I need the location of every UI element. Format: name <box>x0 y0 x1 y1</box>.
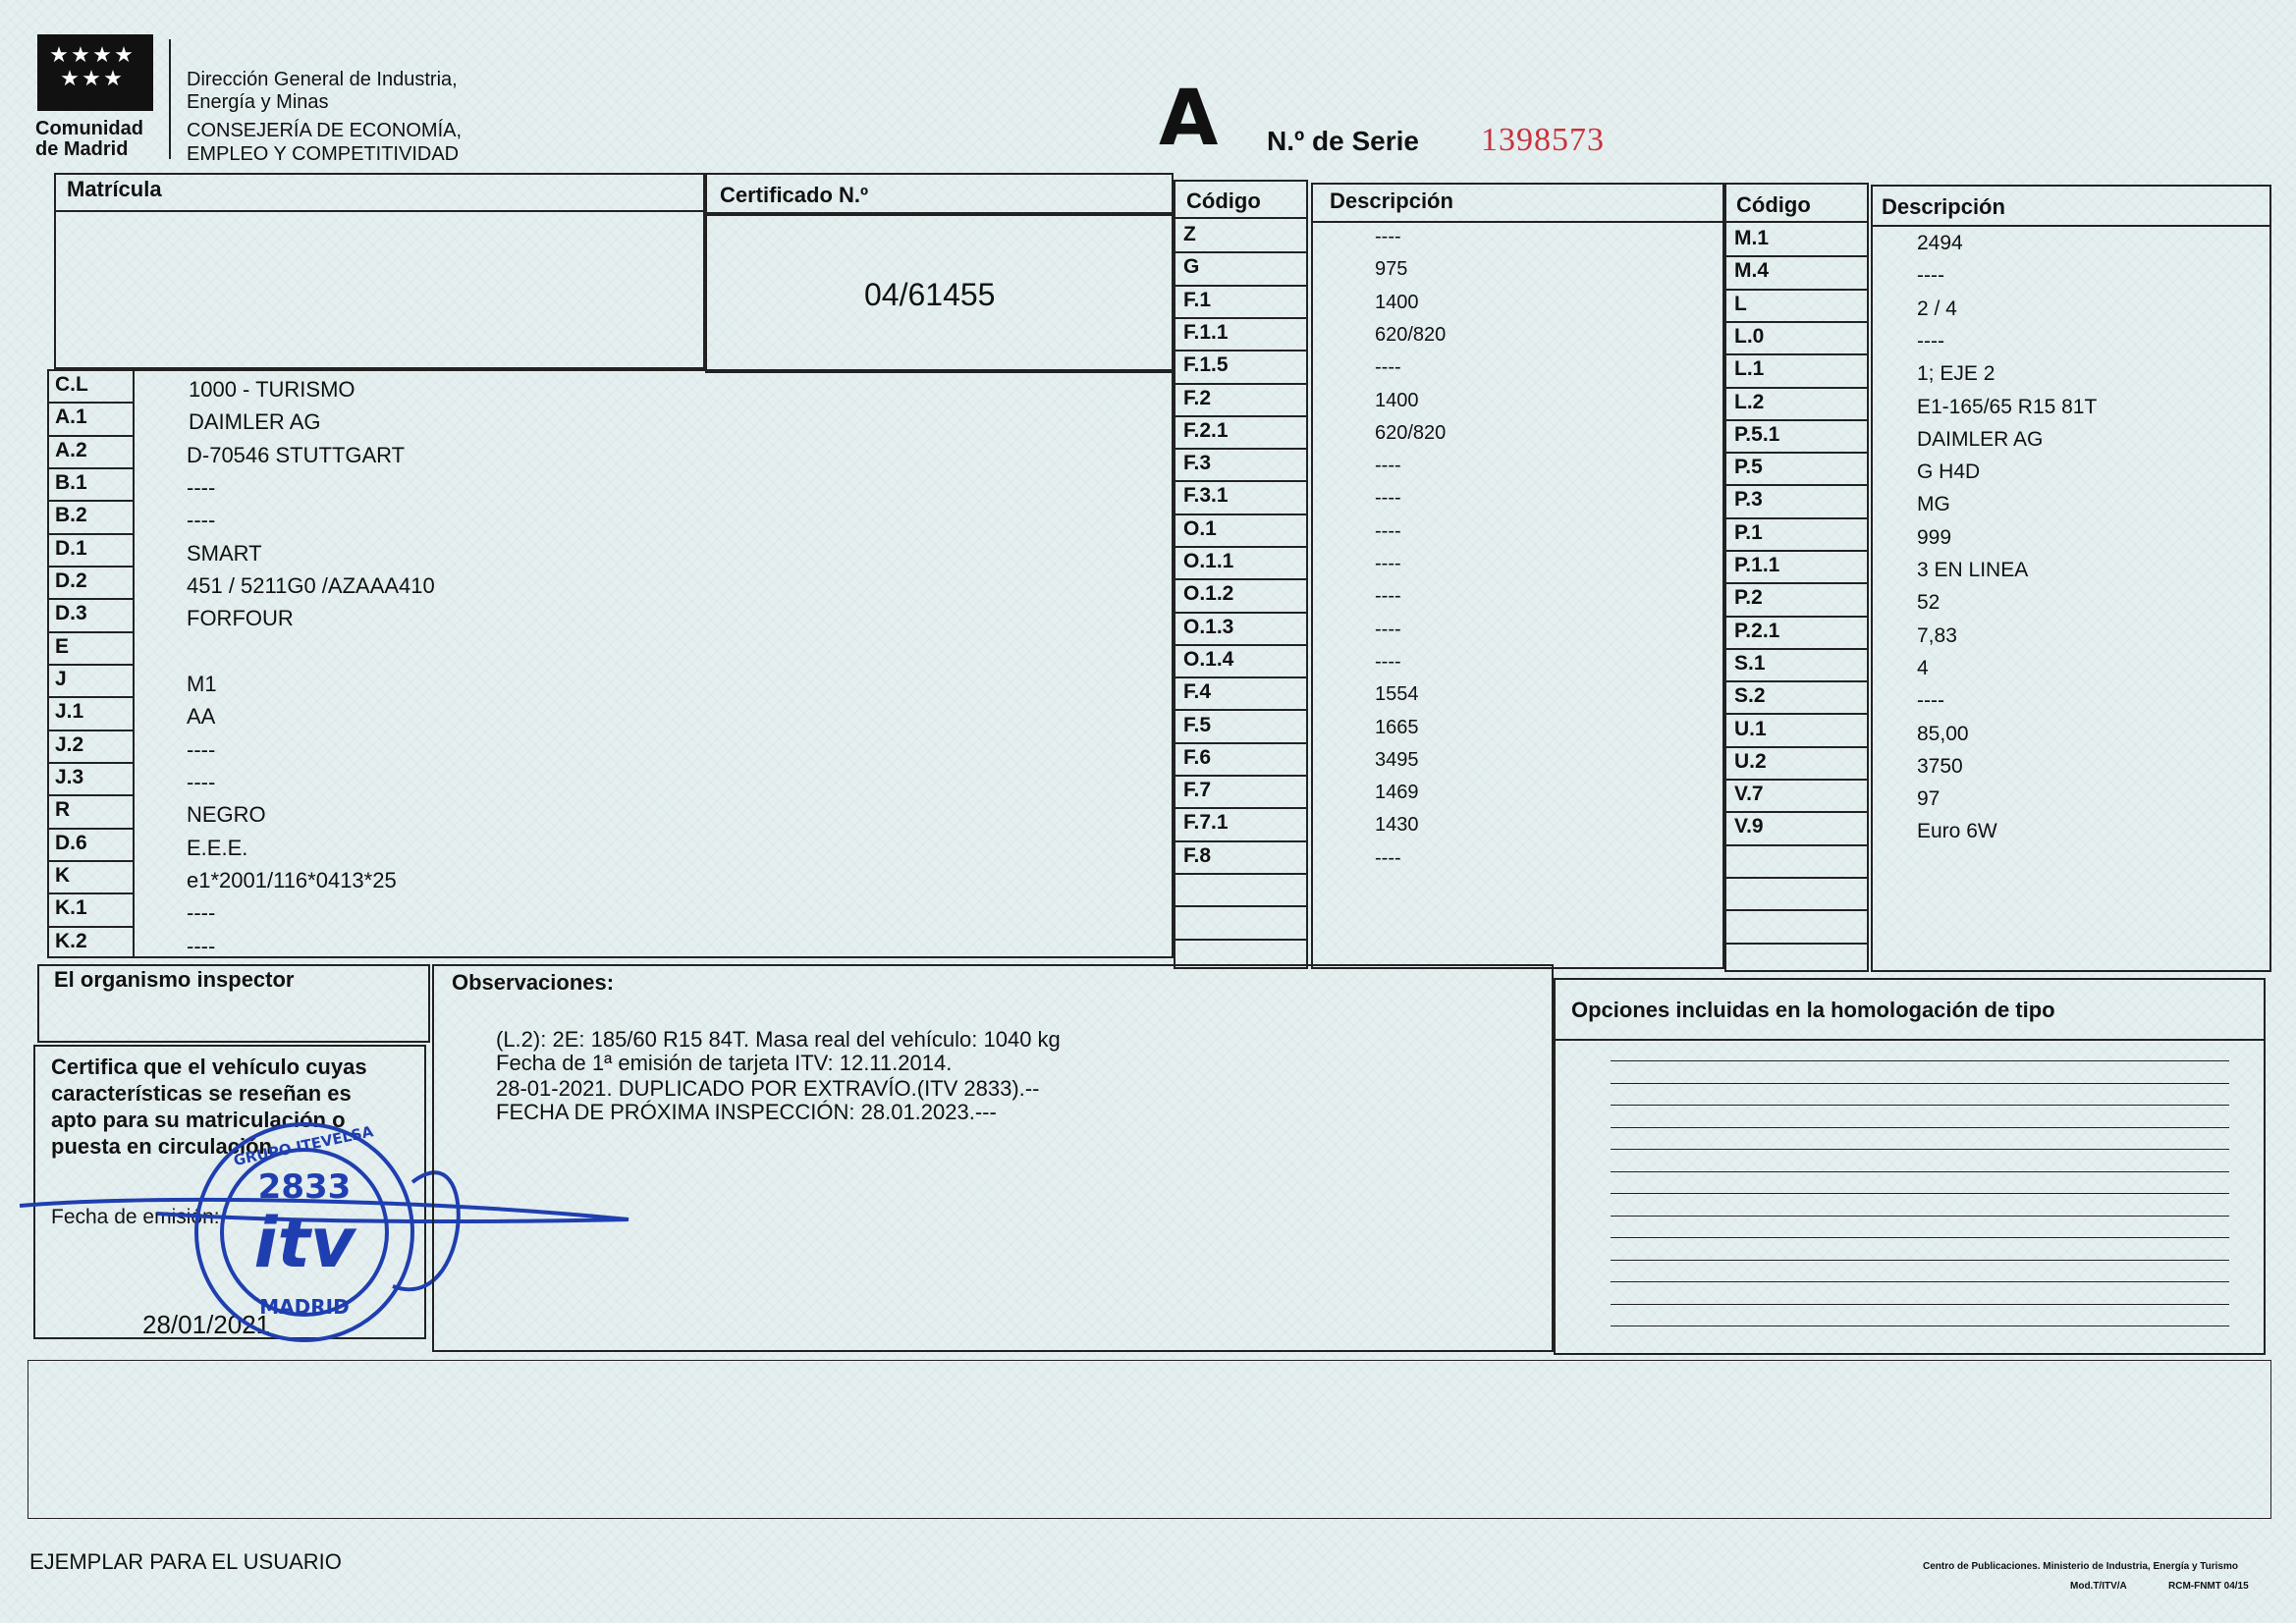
certifica-line4: puesta en circulación <box>51 1134 272 1159</box>
serie-number: 1398573 <box>1481 122 1605 158</box>
middle-row-code: F.2 <box>1183 387 1212 409</box>
right-header-underline <box>1724 221 1869 223</box>
middle-row-value: 975 <box>1375 258 1408 280</box>
right-row-value: ---- <box>1917 689 1944 712</box>
middle-row-line <box>1174 350 1308 352</box>
right-row-value: MG <box>1917 493 1950 515</box>
right-row-value: G H4D <box>1917 460 1981 483</box>
right-row-line <box>1724 943 1869 945</box>
right-row-line <box>1724 713 1869 715</box>
middle-row-value: 1469 <box>1375 782 1419 803</box>
left-field-value: ---- <box>187 770 216 794</box>
middle-row-value: ---- <box>1375 553 1401 574</box>
right-row-code: L.1 <box>1734 357 1765 380</box>
dept-line1: Dirección General de Industria, <box>187 69 458 90</box>
left-field-value: SMART <box>187 541 262 566</box>
left-field-code: A.1 <box>55 406 87 428</box>
right-row-code: S.2 <box>1734 684 1766 707</box>
rcm-code: RCM-FNMT 04/15 <box>2168 1581 2249 1592</box>
middle-row-line <box>1174 676 1308 678</box>
opciones-box <box>1554 978 2266 1355</box>
right-row-value: 999 <box>1917 526 1952 549</box>
right-row-value: E1-165/65 R15 81T <box>1917 396 2098 418</box>
left-field-row-line <box>47 533 134 535</box>
stamp-city: MADRID <box>259 1295 350 1319</box>
left-field-value: e1*2001/116*0413*25 <box>187 868 397 893</box>
left-field-row-line <box>47 893 134 894</box>
right-row-line <box>1724 877 1869 879</box>
left-field-code: A.2 <box>55 439 87 461</box>
opciones-ruled-line <box>1611 1171 2229 1172</box>
left-field-value: 451 / 5211G0 /AZAAA410 <box>187 573 435 598</box>
right-row-line <box>1724 844 1869 846</box>
certificado-number: 04/61455 <box>864 277 996 312</box>
left-field-code: C.L <box>55 373 88 396</box>
left-field-code: R <box>55 798 71 821</box>
right-row-code: L <box>1734 293 1747 315</box>
left-field-row-line <box>47 566 134 568</box>
middle-header-underline <box>1174 217 1308 219</box>
right-row-line <box>1724 909 1869 911</box>
right-row-line <box>1724 255 1869 257</box>
right-row-code: S.1 <box>1734 652 1766 675</box>
middle-row-line <box>1174 840 1308 842</box>
middle-row-line <box>1174 251 1308 253</box>
middle-row-line <box>1174 807 1308 809</box>
middle-row-line <box>1174 612 1308 614</box>
left-field-code: J.2 <box>55 733 84 756</box>
svg-text:★: ★ <box>82 67 101 91</box>
middle-row-value: ---- <box>1375 520 1401 542</box>
certificado-label: Certificado N.º <box>720 183 869 207</box>
right-row-code: L.2 <box>1734 391 1765 413</box>
middle-row-value: ---- <box>1375 585 1401 607</box>
left-field-value: ---- <box>187 737 216 762</box>
right-row-code: P.1 <box>1734 521 1763 544</box>
observaciones-line1: (L.2): 2E: 185/60 R15 84T. Masa real del vehículo: 1040 kg <box>496 1027 1061 1052</box>
left-field-value: M1 <box>187 672 217 696</box>
left-field-code: J <box>55 668 67 690</box>
middle-row-value: ---- <box>1375 487 1401 509</box>
left-field-value: NEGRO <box>187 802 266 827</box>
left-field-code: J.1 <box>55 700 84 723</box>
certifica-line1: Certifica que el vehículo cuyas <box>51 1055 367 1079</box>
left-field-value: ---- <box>187 934 216 958</box>
middle-row-line <box>1174 873 1308 875</box>
middle-row-line <box>1174 383 1308 385</box>
left-field-value: ---- <box>187 508 216 532</box>
left-field-code: J.3 <box>55 766 84 788</box>
middle-row-value: 1400 <box>1375 292 1419 313</box>
right-row-line <box>1724 616 1869 618</box>
middle-row-code: F.4 <box>1183 680 1212 703</box>
right-row-line <box>1724 517 1869 519</box>
middle-row-line <box>1174 285 1308 287</box>
middle-desc-column <box>1311 183 1724 969</box>
middle-row-code: F.8 <box>1183 844 1212 867</box>
left-field-value: ---- <box>187 900 216 925</box>
svg-text:★: ★ <box>103 67 123 91</box>
middle-row-line <box>1174 448 1308 450</box>
right-row-code: V.9 <box>1734 815 1764 838</box>
left-field-code: B.1 <box>55 471 87 494</box>
middle-row-code: F.3.1 <box>1183 484 1229 507</box>
ejemplar-label: EJEMPLAR PARA EL USUARIO <box>29 1549 342 1574</box>
observaciones-line3: 28-01-2021. DUPLICADO POR EXTRAVÍO.(ITV 2833).-- <box>496 1076 1040 1101</box>
middle-row-code: F.1.5 <box>1183 353 1229 376</box>
middle-row-line <box>1174 742 1308 744</box>
lower-blank-box <box>27 1360 2271 1519</box>
middle-row-value: 620/820 <box>1375 422 1447 444</box>
middle-row-code: O.1.4 <box>1183 648 1234 671</box>
right-row-value: 2 / 4 <box>1917 298 1957 320</box>
middle-row-line <box>1174 415 1308 417</box>
right-row-code: P.3 <box>1734 488 1763 511</box>
left-field-row-line <box>47 435 134 437</box>
dept-line4: EMPLEO Y COMPETITIVIDAD <box>187 143 460 165</box>
left-field-value: DAIMLER AG <box>189 409 321 434</box>
right-row-value: 3 EN LINEA <box>1917 559 2029 581</box>
opciones-ruled-line <box>1611 1260 2229 1261</box>
certifica-line2: características se reseñan es <box>51 1081 352 1106</box>
right-row-code: P.2.1 <box>1734 620 1780 642</box>
logo-text-line1: Comunidad <box>35 118 143 139</box>
middle-row-line <box>1174 578 1308 580</box>
right-row-line <box>1724 582 1869 584</box>
left-field-row-line <box>47 762 134 764</box>
left-field-code: D.6 <box>55 832 87 854</box>
right-row-line <box>1724 746 1869 748</box>
middle-row-code: G <box>1183 255 1200 278</box>
right-row-line <box>1724 648 1869 650</box>
left-field-row-line <box>47 500 134 502</box>
middle-row-code: F.5 <box>1183 714 1212 736</box>
right-row-line <box>1724 811 1869 813</box>
middle-row-value: ---- <box>1375 619 1401 640</box>
right-row-value: ---- <box>1917 264 1944 287</box>
middle-row-code: F.7.1 <box>1183 811 1229 834</box>
right-row-code: L.0 <box>1734 325 1765 348</box>
fecha-emision-label: Fecha de emisión: <box>51 1206 220 1228</box>
middle-row-line <box>1174 514 1308 515</box>
left-field-code: D.2 <box>55 569 87 592</box>
observaciones-label: Observaciones: <box>452 970 615 995</box>
opciones-ruled-line <box>1611 1149 2229 1150</box>
left-field-row-line <box>47 696 134 698</box>
right-row-code: U.1 <box>1734 718 1767 740</box>
left-field-row-line <box>47 402 134 404</box>
form-letter: A <box>1159 75 1219 163</box>
right-row-line <box>1724 779 1869 781</box>
middle-row-value: 1400 <box>1375 390 1419 411</box>
right-row-value: 1; EJE 2 <box>1917 362 1995 385</box>
left-field-row-line <box>47 598 134 600</box>
left-field-value: E.E.E. <box>187 836 248 860</box>
serie-label: N.º de Serie <box>1267 126 1419 156</box>
star-icon <box>37 34 153 111</box>
middle-header-desc: Descripción <box>1330 189 1453 213</box>
svg-text:★: ★ <box>60 67 80 91</box>
middle-row-code: F.1 <box>1183 289 1212 311</box>
left-field-value: AA <box>187 704 216 729</box>
right-row-value: 2494 <box>1917 232 1963 254</box>
right-header-desc: Descripción <box>1882 194 2005 219</box>
left-field-code: D.1 <box>55 537 87 560</box>
observaciones-line2: Fecha de 1ª emisión de tarjeta ITV: 12.11.2014. <box>496 1051 953 1075</box>
middle-row-code: F.1.1 <box>1183 321 1229 344</box>
left-field-row-line <box>47 828 134 830</box>
left-field-value: 1000 - TURISMO <box>189 377 355 402</box>
right-row-line <box>1724 452 1869 454</box>
right-row-line <box>1724 550 1869 552</box>
middle-row-code: O.1 <box>1183 517 1217 540</box>
left-field-value: D-70546 STUTTGART <box>187 443 406 467</box>
left-field-row-line <box>47 730 134 731</box>
middle-row-value: ---- <box>1375 455 1401 476</box>
opciones-ruled-line <box>1611 1325 2229 1326</box>
opciones-ruled-line <box>1611 1281 2229 1282</box>
left-field-code: K.1 <box>55 896 87 919</box>
left-field-row-line <box>47 860 134 862</box>
right-header-code: Código <box>1736 192 1811 217</box>
certifica-line3: apto para su matriculación o <box>51 1108 346 1132</box>
right-row-value: 7,83 <box>1917 624 1957 647</box>
right-row-value: DAIMLER AG <box>1917 428 2044 451</box>
middle-row-line <box>1174 709 1308 711</box>
opciones-ruled-line <box>1611 1083 2229 1084</box>
opciones-ruled-line <box>1611 1304 2229 1305</box>
right-row-code: V.7 <box>1734 783 1764 805</box>
middle-row-value: ---- <box>1375 651 1401 673</box>
left-field-code: K.2 <box>55 930 87 952</box>
middle-row-value: 3495 <box>1375 749 1419 771</box>
middle-row-line <box>1174 775 1308 777</box>
right-row-code: M.1 <box>1734 227 1770 249</box>
left-field-row-line <box>47 926 134 928</box>
middle-row-line <box>1174 905 1308 907</box>
left-field-value: FORFOUR <box>187 606 294 630</box>
middle-row-line <box>1174 480 1308 482</box>
right-row-code: M.4 <box>1734 259 1770 282</box>
right-row-value: ---- <box>1917 330 1944 352</box>
mod-code: Mod.T/ITV/A <box>2070 1581 2127 1592</box>
opciones-ruled-line <box>1611 1216 2229 1217</box>
middle-row-code: O.1.2 <box>1183 582 1234 605</box>
middle-desc-underline <box>1311 221 1724 223</box>
right-row-value: 3750 <box>1917 755 1963 778</box>
right-row-line <box>1724 419 1869 421</box>
left-field-value: ---- <box>187 475 216 500</box>
middle-row-code: F.2.1 <box>1183 419 1229 442</box>
stamp-top-text: GRUPO ITEVELSA <box>232 1122 375 1169</box>
stamp-number: 2833 <box>257 1167 352 1207</box>
centro-publicaciones: Centro de Publicaciones. Ministerio de Industria, Energía y Turismo <box>1923 1561 2238 1572</box>
middle-row-code: F.6 <box>1183 746 1212 769</box>
svg-text:★: ★ <box>92 43 112 68</box>
fecha-emision-value: 28/01/2021 <box>142 1310 271 1339</box>
middle-row-line <box>1174 317 1308 319</box>
left-field-row-line <box>47 631 134 633</box>
matricula-label: Matrícula <box>67 177 162 201</box>
comunidad-madrid-logo <box>37 34 153 111</box>
right-row-line <box>1724 387 1869 389</box>
right-desc-underline <box>1871 225 2271 227</box>
inspector-label: El organismo inspector <box>54 967 295 992</box>
right-row-code: U.2 <box>1734 750 1767 773</box>
middle-row-value: 1554 <box>1375 683 1419 705</box>
opciones-ruled-line <box>1611 1193 2229 1194</box>
middle-row-code: Z <box>1183 223 1196 245</box>
right-row-line <box>1724 680 1869 682</box>
right-row-code: P.5.1 <box>1734 423 1780 446</box>
svg-text:★: ★ <box>114 43 134 68</box>
observaciones-line4: FECHA DE PRÓXIMA INSPECCIÓN: 28.01.2023.--- <box>496 1100 997 1124</box>
middle-row-code: F.3 <box>1183 452 1212 474</box>
svg-text:★: ★ <box>49 43 69 68</box>
middle-row-code: F.7 <box>1183 779 1212 801</box>
middle-row-value: ---- <box>1375 847 1401 869</box>
opciones-label: Opciones incluidas en la homologación de tipo <box>1571 998 2055 1022</box>
middle-row-line <box>1174 546 1308 548</box>
left-field-row-line <box>47 794 134 796</box>
right-row-line <box>1724 353 1869 355</box>
left-field-code: D.3 <box>55 602 87 624</box>
left-field-row-line <box>47 467 134 469</box>
right-row-code: P.5 <box>1734 456 1763 478</box>
right-row-code: P.2 <box>1734 586 1763 609</box>
right-row-value: 52 <box>1917 591 1941 614</box>
right-row-value: Euro 6W <box>1917 820 1997 842</box>
opciones-ruled-line <box>1611 1060 2229 1061</box>
right-row-value: 85,00 <box>1917 723 1969 745</box>
opciones-header-underline <box>1554 1039 2266 1041</box>
opciones-ruled-line <box>1611 1127 2229 1128</box>
opciones-ruled-line <box>1611 1237 2229 1238</box>
middle-row-value: 1430 <box>1375 814 1419 836</box>
observaciones-box <box>432 964 1554 1352</box>
left-field-row-line <box>47 664 134 666</box>
opciones-ruled-line <box>1611 1105 2229 1106</box>
svg-text:★: ★ <box>71 43 90 68</box>
middle-row-code: O.1.3 <box>1183 616 1234 638</box>
right-row-value: 97 <box>1917 787 1941 810</box>
middle-row-line <box>1174 939 1308 941</box>
middle-row-line <box>1174 644 1308 646</box>
dept-line2: Energía y Minas <box>187 91 329 113</box>
logo-text-line2: de Madrid <box>35 138 129 160</box>
middle-row-value: ---- <box>1375 226 1401 247</box>
right-row-line <box>1724 484 1869 486</box>
middle-row-code: O.1.1 <box>1183 550 1234 572</box>
middle-row-value: 620/820 <box>1375 324 1447 346</box>
middle-header-code: Código <box>1186 189 1261 213</box>
matricula-value-box <box>54 210 705 369</box>
stamp-itv-logo: itv <box>253 1203 355 1283</box>
left-field-code: B.2 <box>55 504 87 526</box>
middle-row-value: ---- <box>1375 356 1401 378</box>
right-row-value: 4 <box>1917 657 1929 679</box>
dept-line3: CONSEJERÍA DE ECONOMÍA, <box>187 120 463 141</box>
middle-row-value: 1665 <box>1375 717 1419 738</box>
header-divider <box>169 39 171 159</box>
left-field-code: E <box>55 635 70 658</box>
right-row-line <box>1724 289 1869 291</box>
left-field-code: K <box>55 864 71 887</box>
right-row-code: P.1.1 <box>1734 554 1780 576</box>
right-row-line <box>1724 321 1869 323</box>
